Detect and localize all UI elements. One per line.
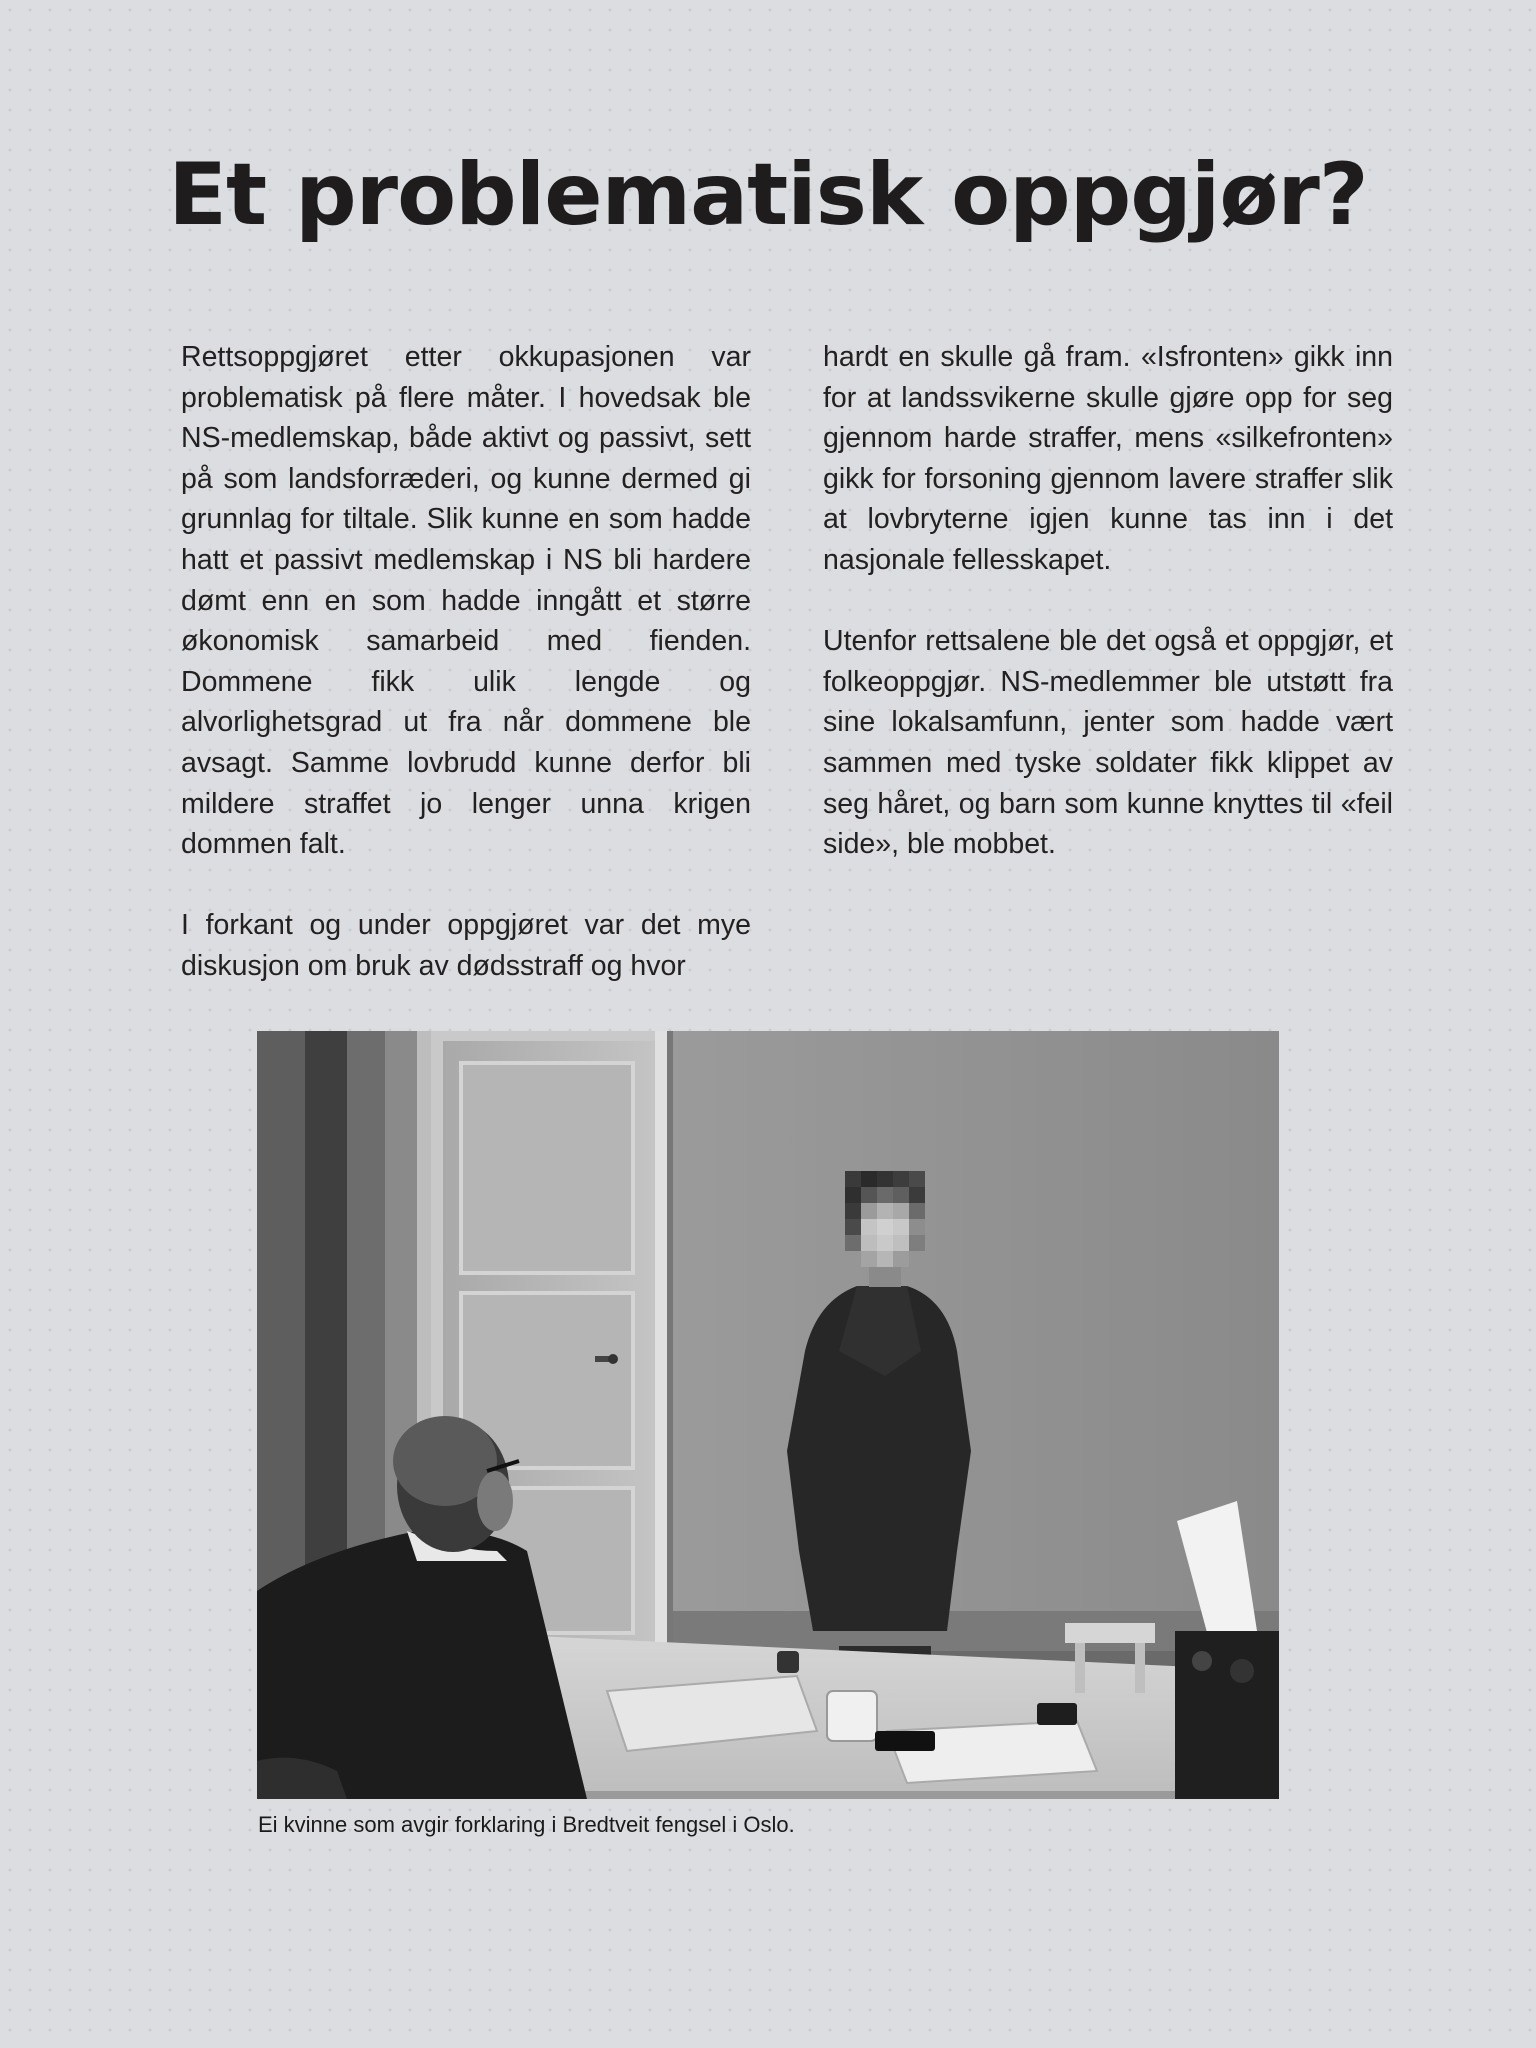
paragraph: Rettsoppgjøret etter okkupasjonen var problematisk på flere måter. I hovedsak ble NS-medlemskap, både aktivt og passivt, sett på som landsforræderi, og kunne dermed gi grunnlag for tiltale. Slik kunne en som hadde hatt et passivt medlemskap i NS bli hardere dømt enn en som hadde inngått et større økonomisk samarbeid med fienden. Dommene fikk ulik lengde og alvorlighetsgrad ut fra når dommene ble avsagt. Samme lovbrudd kunne derfor bli mildere straffet jo lenger unna krigen dommen falt. [181,341,751,861]
photo-caption: Ei kvinne som avgir forklaring i Bredtveit fengsel i Oslo. [258,1812,795,1837]
paragraph: I forkant og under oppgjøret var det mye diskusjon om bruk av dødsstraff og hvor [181,909,751,982]
paragraph: hardt en skulle gå fram. «Isfronten» gikk inn for at landssvikerne skulle gjøre opp for seg gjennom harde straffer, mens «silkefronten» gikk for forsoning gjennom lavere straffer slik at lovbryterne igjen kunne tas inn i det nasjonale fellesskapet. [823,341,1393,576]
paragraph: Utenfor rettsalene ble det også et oppgjør, et folkeoppgjør. NS-medlemmer ble utstøtt fra sine lokalsamfunn, jenter som hadde vært sammen med tyske soldater fikk klippet av seg håret, og barn som kunne knyttes til «feil side», ble mobbet. [823,625,1393,861]
text-column-left [181,337,751,1027]
text-column-right [823,337,1393,905]
historical-photo [257,1031,1279,1799]
page-title: Et problematisk oppgjør? [168,145,1368,245]
